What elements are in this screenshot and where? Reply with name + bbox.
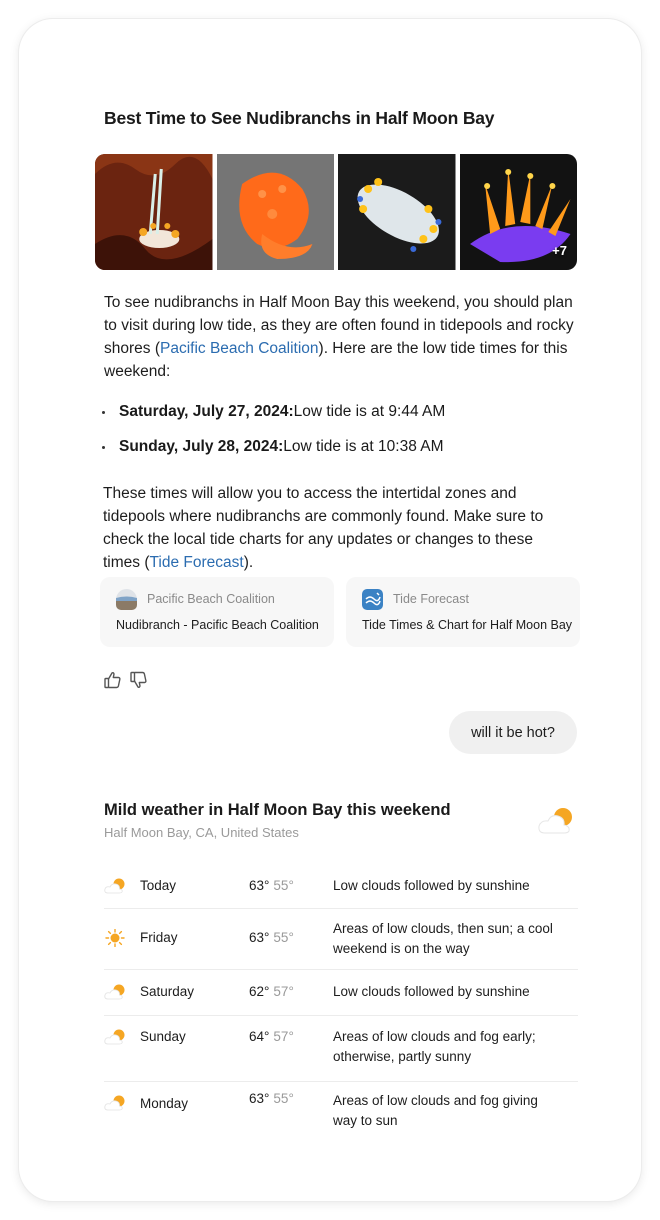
bullet-sunday xyxy=(102,438,444,456)
nudibranch-image-4[interactable] xyxy=(460,154,578,270)
low-temp: 55° xyxy=(273,1091,294,1106)
forecast-condition: Areas of low clouds and fog early; otherwise, partly sunny xyxy=(333,1029,536,1064)
image-gallery[interactable] xyxy=(95,154,577,270)
partly-cloudy-icon xyxy=(104,1028,126,1046)
answer-title: Best Time to See Nudibranchs in Half Moon Bay xyxy=(104,108,495,128)
user-message-bubble: will it be hot? xyxy=(449,711,577,754)
high-temp: 62° xyxy=(249,984,270,999)
outro-paragraph xyxy=(103,482,573,574)
forecast-day: Sunday xyxy=(140,1029,186,1044)
partly-cloudy-icon xyxy=(104,877,126,895)
forecast-temps xyxy=(249,878,294,893)
chat-card xyxy=(19,19,641,1201)
high-temp: 64° xyxy=(249,1029,270,1044)
low-temp: 57° xyxy=(273,984,294,999)
source-card-pacific-beach[interactable] xyxy=(100,577,334,647)
pacific-beach-favicon-icon xyxy=(116,589,137,610)
bullet-saturday xyxy=(102,403,445,421)
row-divider xyxy=(104,969,578,970)
forecast-condition: Low clouds followed by sunshine xyxy=(333,984,530,999)
weather-location: Half Moon Bay, CA, United States xyxy=(104,825,299,840)
forecast-day: Saturday xyxy=(140,984,195,999)
bullet-date: Sunday, July 28, 2024: xyxy=(119,438,284,455)
intro-text-1: To see nudibranchs in Half Moon Bay this weekend, you should plan to visit during low tide, as they are often found in tidepools and rocky shores ( xyxy=(104,294,574,357)
nudibranch-image-1[interactable] xyxy=(95,154,213,270)
high-temp: 63° xyxy=(249,930,270,945)
bullet-date: Saturday, July 27, 2024: xyxy=(119,403,294,420)
row-divider xyxy=(104,1015,578,1016)
thumbs-up-icon[interactable] xyxy=(103,670,123,690)
forecast-condition: Areas of low clouds, then sun; a cool weekend is on the way xyxy=(333,921,553,956)
weather-title: Mild weather in Half Moon Bay this weekend xyxy=(104,801,451,819)
high-temp: 63° xyxy=(249,1091,270,1106)
forecast-temps xyxy=(249,930,294,945)
source-name: Tide Forecast xyxy=(393,592,469,606)
thumbs-down-icon[interactable] xyxy=(129,670,149,690)
forecast-day: Today xyxy=(140,878,177,893)
row-divider xyxy=(104,1081,578,1082)
more-images-count[interactable]: +7 xyxy=(552,243,567,258)
bullet-dot xyxy=(102,446,105,449)
forecast-day: Friday xyxy=(140,930,178,945)
partly-cloudy-icon xyxy=(104,983,126,1001)
forecast-condition: Low clouds followed by sunshine xyxy=(333,878,530,893)
source-description: Nudibranch - Pacific Beach Coalition xyxy=(116,618,319,632)
source-description: Tide Times & Chart for Half Moon Bay xyxy=(362,618,573,632)
forecast-temps xyxy=(249,984,294,999)
sunny-icon xyxy=(104,929,126,947)
forecast-day: Monday xyxy=(140,1096,189,1111)
intro-text-2: ). Here are the low tide times for this weekend: xyxy=(104,340,568,380)
bullet-text: Low tide is at 9:44 AM xyxy=(293,403,446,420)
tide-forecast-link[interactable]: Tide Forecast xyxy=(149,554,244,571)
high-temp: 63° xyxy=(249,878,270,893)
outro-text-1: These times will allow you to access the intertidal zones and tidepools where nudibranchs are commonly found. Make sure to check the local tide charts for any updates or changes to these times ( xyxy=(103,485,544,571)
low-temp: 55° xyxy=(273,878,294,893)
low-temp: 55° xyxy=(273,930,294,945)
partly-cloudy-icon xyxy=(104,1094,126,1112)
outro-text-2: ). xyxy=(243,554,254,571)
row-divider xyxy=(104,908,578,909)
partly-cloudy-icon xyxy=(537,805,577,837)
nudibranch-image-2[interactable] xyxy=(217,154,335,270)
low-temp: 57° xyxy=(273,1029,294,1044)
source-name: Pacific Beach Coalition xyxy=(147,592,275,606)
bullet-text: Low tide is at 10:38 AM xyxy=(283,438,444,455)
forecast-temps xyxy=(249,1091,294,1106)
tide-forecast-favicon-icon xyxy=(362,589,383,610)
bullet-dot xyxy=(102,411,105,414)
pacific-beach-coalition-link[interactable]: Pacific Beach Coalition xyxy=(160,340,319,357)
forecast-condition: Areas of low clouds and fog giving way to sun xyxy=(333,1093,538,1128)
nudibranch-image-3[interactable] xyxy=(338,154,456,270)
source-card-tide-forecast[interactable] xyxy=(346,577,580,647)
intro-paragraph xyxy=(104,291,574,383)
forecast-temps xyxy=(249,1029,294,1044)
